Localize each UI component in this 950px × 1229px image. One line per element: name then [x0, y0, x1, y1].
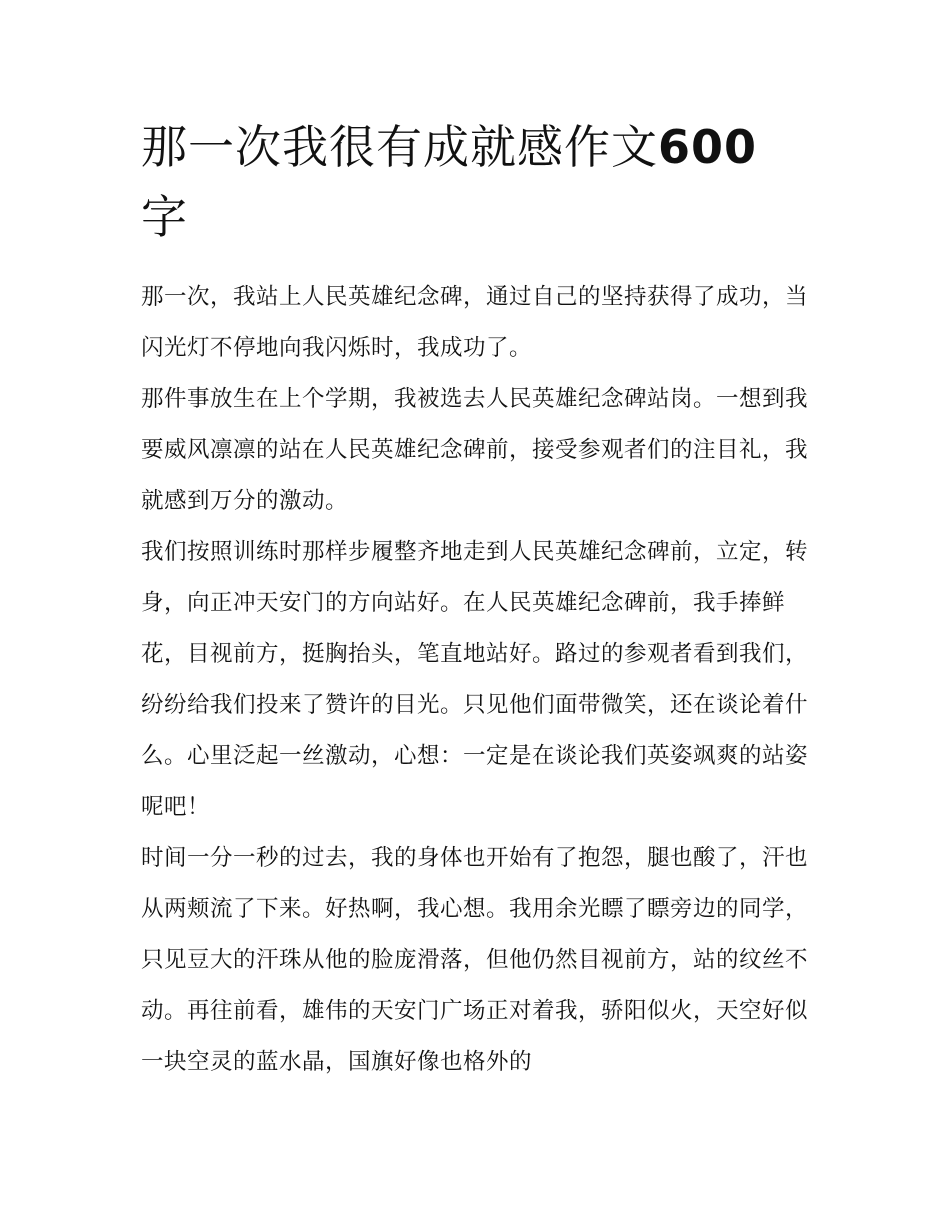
title-suffix: 字 — [141, 190, 188, 244]
paragraph-3: 我们按照训练时那样步履整齐地走到人民英雄纪念碑前，立定，转身，向正冲天安门的方向站好。在人民英雄纪念碑前，我手捧鲜花，目视前方，挺胸抬头，笔直地站好。路过的参观者看到我们，纷纷给我们投来了赞许的目光。只见他们面带微笑，还在谈论着什么。心里泛起一丝激动，心想：一定是在谈论我们英姿飒爽的站姿呢吧！ — [141, 539, 809, 820]
paragraph-4: 时间一分一秒的过去，我的身体也开始有了抱怨，腿也酸了，汗也从两颊流了下来。好热啊，我心想。我用余光瞟了瞟旁边的同学，只见豆大的汗珠从他的脸庞滑落，但他仍然目视前方，站的纹丝不动。再往前看，雄伟的天安门广场正对着我，骄阳似火，天空好似一块空灵的蓝水晶，国旗好像也格外的 — [141, 845, 809, 1075]
paragraph-2: 那件事放生在上个学期，我被选去人民英雄纪念碑站岗。一想到我要威风凛凛的站在人民英雄纪念碑前，接受参观者们的注目礼，我就感到万分的激动。 — [141, 386, 809, 514]
document-body — [141, 112, 813, 1088]
page-title — [141, 112, 813, 252]
title-text: 那一次我很有成就感作文 — [141, 120, 658, 174]
title-number: 600 — [658, 120, 758, 174]
paragraph-1: 那一次，我站上人民英雄纪念碑，通过自己的坚持获得了成功，当闪光灯不停地向我闪烁时，我成功了。 — [141, 284, 809, 361]
